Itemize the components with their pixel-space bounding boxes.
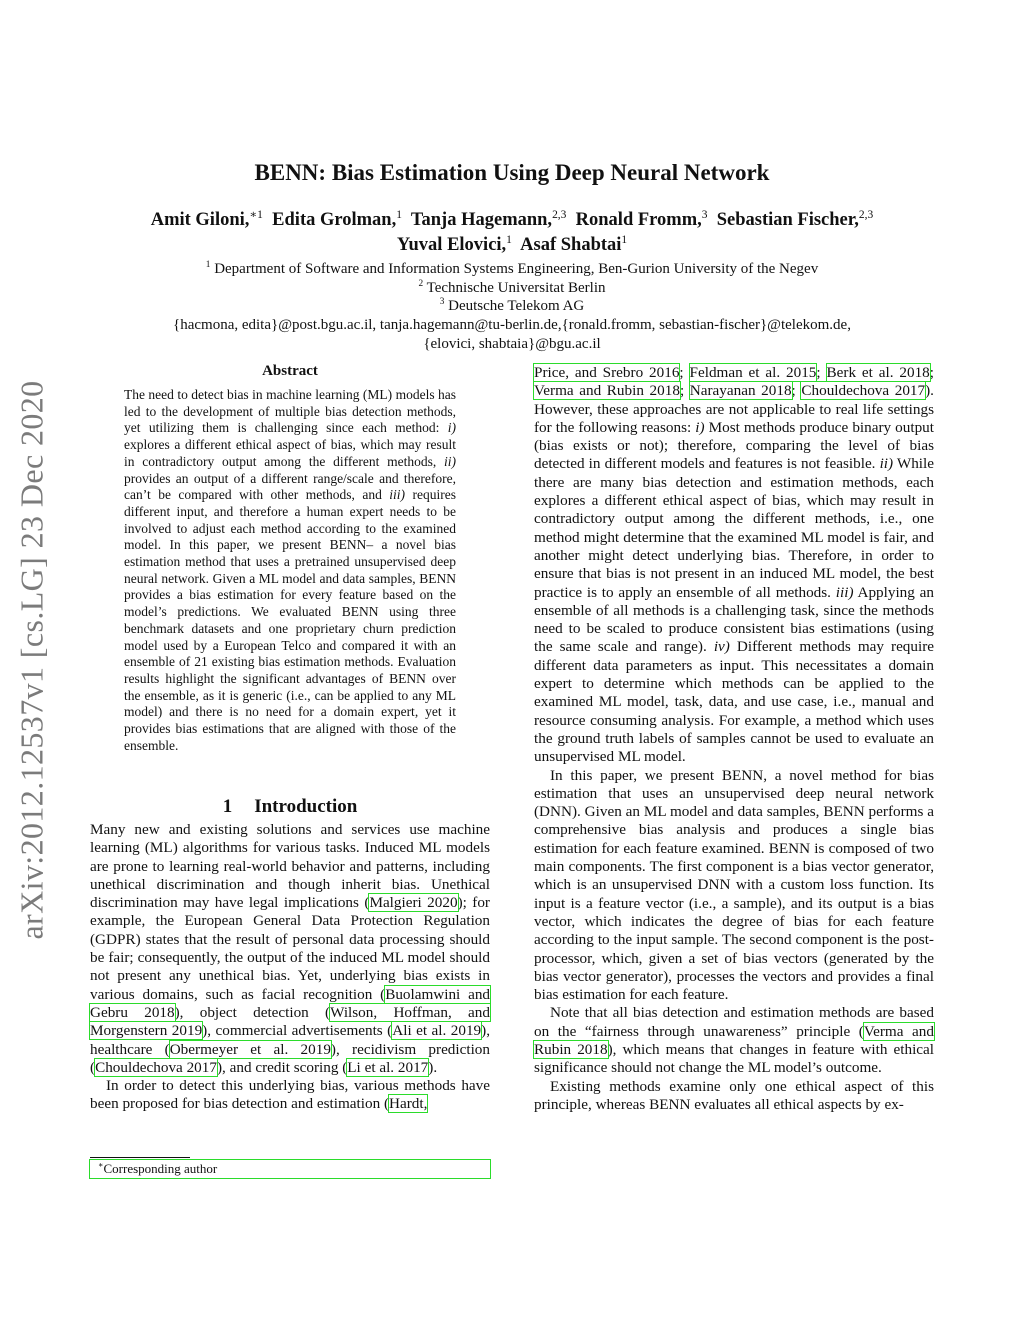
footnote-link[interactable]: ∗Corresponding author (90, 1160, 490, 1178)
author-line-1 (0, 210, 1024, 231)
affiliation: $^3$ Deutsche Telekom AG (439, 297, 585, 314)
paragraph: In order to detect this underlying bias, various methods have been proposed for bias detection and estimation (Hardt, (90, 1077, 490, 1113)
author: Asaf Shabtai$^1$ (520, 233, 628, 255)
citation-link[interactable]: Verma and Rubin 2018 (534, 382, 680, 400)
citation-link[interactable]: Verma and Rubin 2018 (534, 1022, 934, 1058)
section-heading-introduction: 1 Introduction (222, 796, 358, 817)
author: Tanja Hagemann,$^{2,3}$ (410, 208, 567, 230)
citation-link[interactable]: Wilson, Hoffman, and Morgenstern 2019 (90, 1003, 490, 1040)
author: Edita Grolman,$^1$ (272, 208, 402, 230)
citation-link[interactable]: Buolamwini and Gebru 2018 (90, 985, 491, 1021)
left-column (90, 821, 490, 1114)
author: Ronald Fromm,$^3$ (575, 208, 708, 230)
email-line: {hacmona, edita}@post.bgu.ac.il, tanja.hagemann@tu-berlin.de,{ronald.fromm, sebastian-fischer}@telekom.de, (173, 317, 851, 333)
citation-link[interactable]: Chouldechova 2017 (95, 1058, 217, 1076)
affiliation: $^2$ Technische Universitat Berlin (418, 279, 606, 296)
citation-link[interactable]: Berk et al. 2018 (826, 364, 930, 381)
paragraph: Note that all bias detection and estimation methods are based on the “fairness through unawareness” principle (Verma and Rubin 2018), which means that changes in feature with ethical significance should not change the ML model’s outcome. (534, 1004, 934, 1077)
citation-link[interactable]: Hardt, (389, 1095, 428, 1113)
citation-link[interactable]: Narayanan 2018 (689, 382, 792, 400)
paragraph: In this paper, we present BENN, a novel method for bias estimation that uses an unsupervised deep neural network (DNN). Given an ML model and data samples, BENN performs a comprehensive bias analysis and produces a single bias estimation for each feature examined. BENN is composed of two main components. The first component is a bias vector generator, which is an unsupervised DNN with a custom loss function. Its input is a feature vector (i.e., a sample), and its output is a bias vector, which indicates the degree of bias for each feature according to the input sample. The second component is the post-processor, which, given a set of bias vectors (generated by the bias vector generator), processes the vectors and provides a final bias estimation for each feature. (534, 766, 934, 1004)
citation-link[interactable]: Price, and Srebro 2016 (534, 364, 680, 381)
footnote-rule (90, 1157, 190, 1158)
citation-link[interactable]: Malgieri 2020 (369, 894, 458, 912)
abstract-heading: Abstract (262, 363, 318, 379)
citation-link[interactable]: Chouldechova 2017 (801, 382, 926, 400)
author-line-2 (0, 235, 1024, 256)
author: Yuval Elovici,$^1$ (396, 233, 512, 255)
abstract-body: The need to detect bias in machine learning (ML) models has led to the development of multiple bias detection methods, yet utilizing them is challenging since each method: i) explores a different ethical aspect of bias, which may result in contradictory output among the different methods, ii) provides an output of a different range/scale and therefore, can’t be compared with other methods, and iii) requires different input, and therefore a human expert needs to be involved to adjust each method according to the examined model. In this paper, we present BENN– a novel bias estimation method that uses a pretrained unsupervised deep neural network. Given a ML model and data samples, BENN provides a bias estimation for every feature based on the model’s predictions. We evaluated BENN using three benchmark datasets and one proprietary churn prediction model used by a European Telco and compared it with an ensemble of 21 existing bias estimation methods. Evaluation results highlight the significant advantages of BENN over the ensemble, as it is generic (i.e., can be applied to any ML model) and there is no need for a domain expert, yet it provides bias estimations that are aligned with those of the ensemble. (124, 387, 456, 753)
paragraph: Existing methods examine only one ethical aspect of this principle, whereas BENN evaluates all ethical aspects by ex- (534, 1077, 934, 1113)
citation-link[interactable]: Feldman et al. 2015 (689, 364, 817, 381)
paper-title: BENN: Bias Estimation Using Deep Neural Network (254, 160, 770, 185)
citation-link[interactable]: Obermeyer et al. 2019 (169, 1040, 331, 1058)
email-line: {elovici, shabtaia}@bgu.ac.il (423, 336, 601, 352)
author: Amit Giloni,$^{∗1}$ (150, 208, 263, 230)
citation-link[interactable]: Li et al. 2017 (347, 1058, 429, 1076)
citation-link[interactable]: Ali et al. 2019 (392, 1022, 482, 1040)
affiliation: $^1$ Department of Software and Information Systems Engineering, Ben-Gurion University of the Negev (205, 260, 819, 277)
right-column (534, 364, 934, 1114)
arxiv-identifier: arXiv:2012.12537v1 [cs.LG] 23 Dec 2020 (13, 380, 50, 940)
paragraph: Many new and existing solutions and services use machine learning (ML) algorithms for various tasks. Induced ML models are prone to learning real-world behavior and patterns, including unethical discrimination and though inherit bias. Unethical discrimination may have legal implications (Malgieri 2020); for example, the European General Data Protection Regulation (GDPR) states that the result of personal data processing should be fair; consequently, the output of the induced ML model should not present any unethical bias. Yet, underlying bias exists in various domains, such as facial recognition (Buolamwini and Gebru 2018), object detection (Wilson, Hoffman, and Morgenstern 2019), commercial advertisements (Ali et al. 2019), healthcare (Obermeyer et al. 2019), recidivism prediction (Chouldechova 2017), and credit scoring (Li et al. 2017). (90, 821, 491, 1076)
author: Sebastian Fischer,$^{2,3}$ (716, 208, 874, 230)
paragraph: Price, and Srebro 2016; Feldman et al. 2015; Berk et al. 2018; Verma and Rubin 2018; Narayanan 2018; Chouldechova 2017). However, these approaches are not applicable to real life settings for the following reasons: i) Most methods produce binary output (bias exists or not); therefore, comparing the level of bias detected in different models and features is not feasible. ii) While there are many bias detection and estimation methods, each explores a different ethical aspect of bias, which may result in contradictory output among the different methods, i.e., one method might determine that the examined ML model is fair, and another might detect underlying bias. Therefore, in order to ensure that bias is not present in an induced ML model, the best practice is to apply an ensemble of all methods. iii) Applying an ensemble of all methods is a challenging task, since the methods need to be scaled to produce consistent bias estimations (using the same scale and range). iv) Different methods may require different data parameters as input. This necessitates a domain expert to determine which methods can be applied to the examined ML model, task, data, and use case, i.e., manual and resource consuming analysis. For example, a method which uses the ground truth labels of samples cannot be used to evaluate an unsupervised ML model. (534, 364, 935, 766)
